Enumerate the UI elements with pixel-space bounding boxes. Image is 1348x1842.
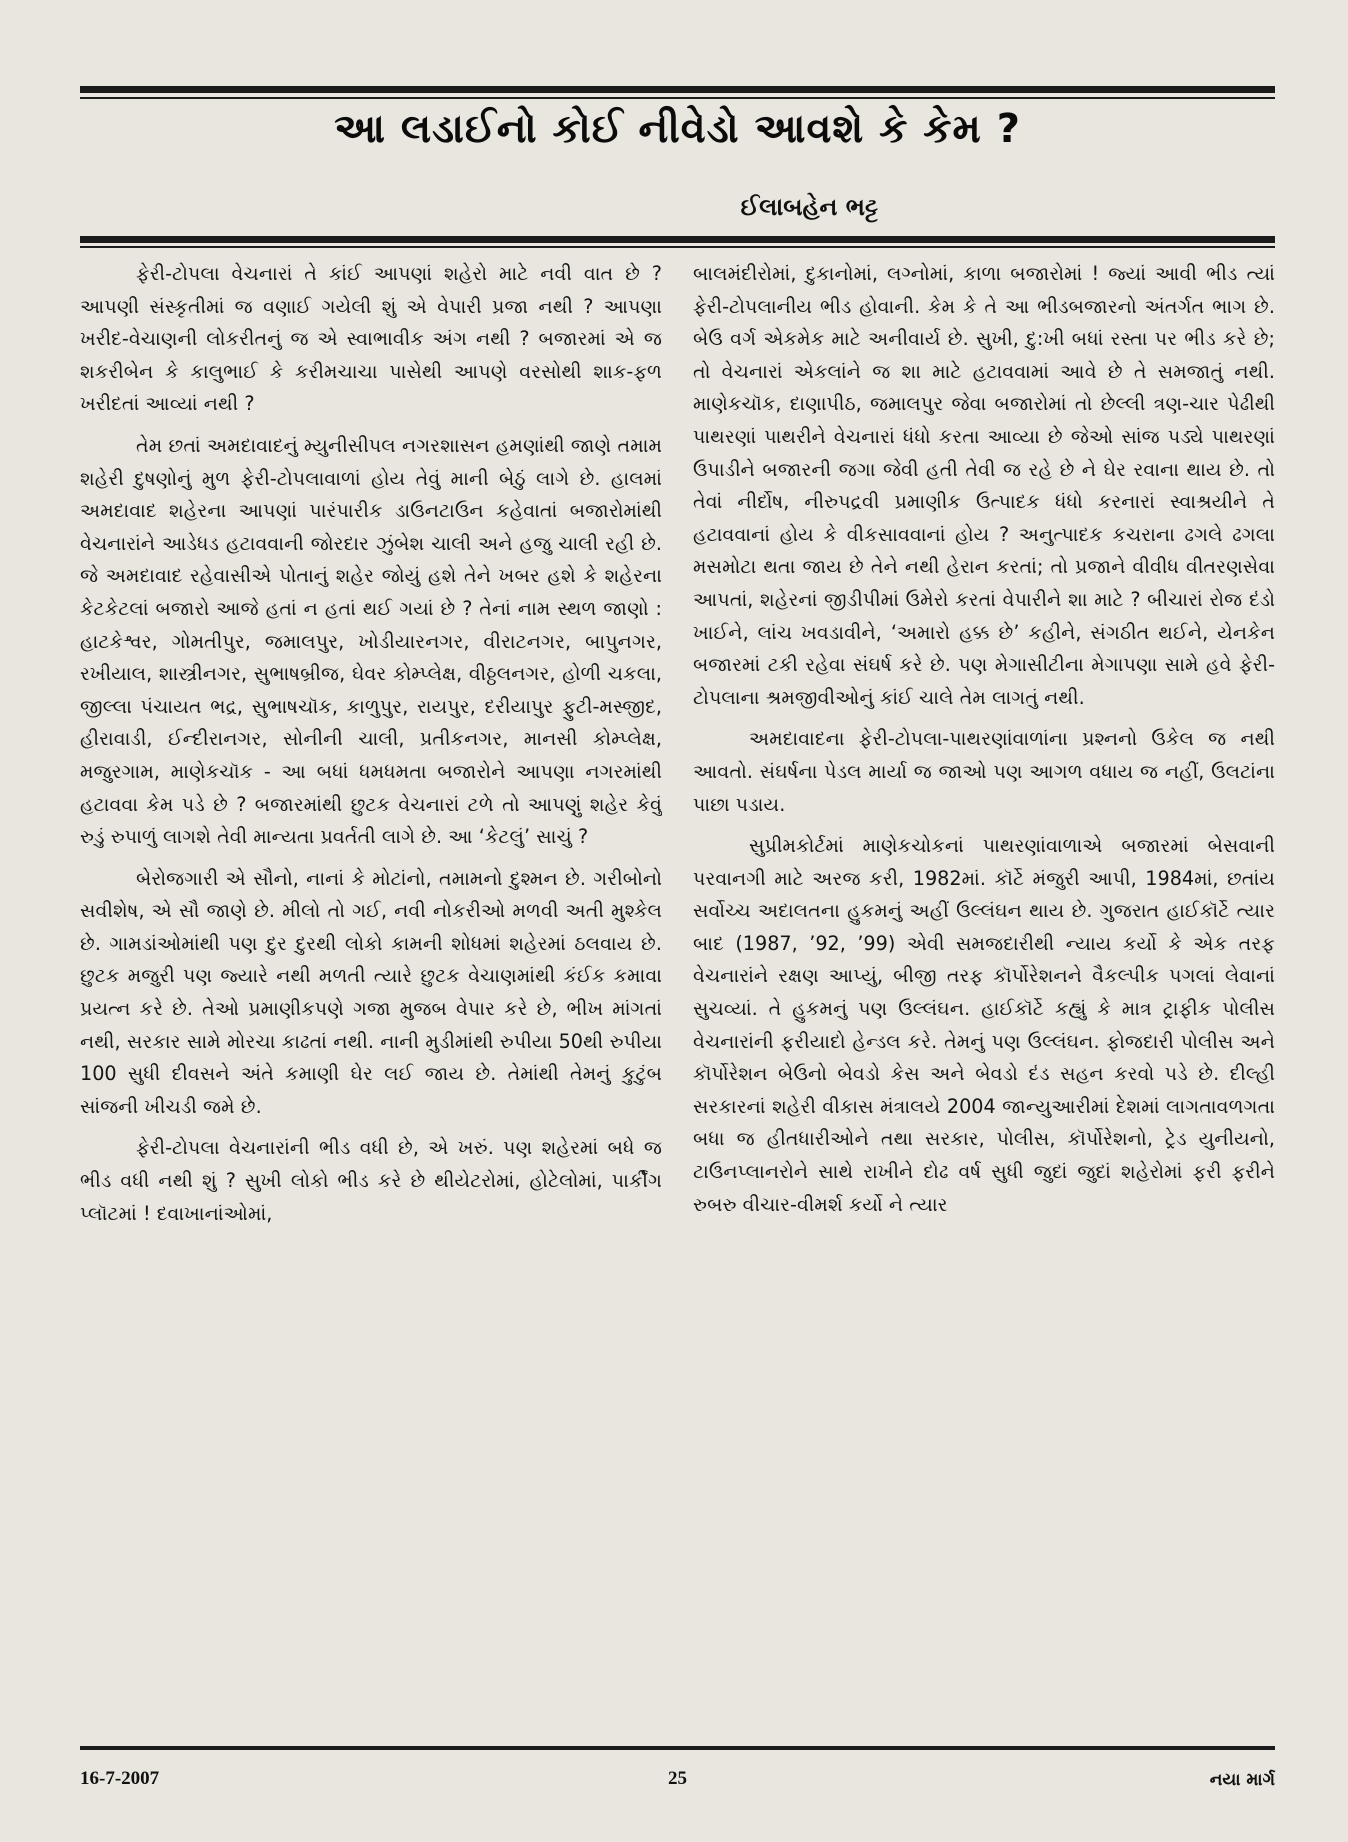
article-author: ઈલાબહેન ભટ્ટ bbox=[740, 193, 878, 221]
header-rule-thin bbox=[80, 246, 1275, 248]
paragraph: ફેરી-ટોપલા વેચનારાંની ભીડ વધી છે, એ ખરું. પણ શહેરમાં બધે જ ભીડ વધી નથી શું ? સુખી લોકો ભીડ કરે છે થીયેટરોમાં, હોટેલોમાં, પાર્કીંગ પ્લૉટમાં ! દવાખાનાંઓમાં, bbox=[80, 1136, 662, 1225]
issue-date: 16-7-2007 bbox=[80, 1768, 160, 1789]
paragraph: સુપ્રીમકોર્ટમાં માણેકચોકનાં પાથરણાંવાળાએ બજારમાં બેસવાની પરવાનગી માટે અરજ કરી, 1982માં. કૉર્ટે મંજુરી આપી, 1984માં, છતાંય સર્વોચ્ચ અદાલતના હુકમનું અહીં ઉલ્લંઘન થાય છે. ગુજરાત હાઈકૉર્ટે ત્યાર બાદ (1987, ’92, ’99) એવી સમજદારીથી ન્યાય કર્યો કે એક તરફ વેચનારાંને રક્ષણ આપ્યું, બીજી તરફ કૉર્પોરેશનને વૈકલ્પીક પગલાં લેવાનાં સુચવ્યાં. તે હુકમનું પણ ઉલ્લંઘન. હાઈકૉર્ટે કહ્યું કે માત્ર ટ્રાફીક પોલીસ વેચનારાંની ફરીયાદો હેન્ડલ કરે. તેમનું પણ ઉલ્લંઘન. ફોજદારી પોલીસ અને કૉર્પોરેશન બેઉનો બેવડો કેસ અને બેવડો દંડ સહન કરવો પડે છે. દીલ્હી સરકારનાં શહેરી વીકાસ મંત્રાલયે 2004 જાન્યુઆરીમાં દેશમાં લાગતાવળગતા બધા જ હીતધારીઓને તથા સરકાર, પોલીસ, કૉર્પોરેશનો, ટ્રેડ યુનીયનો, ટાઉનપ્લાનરોને સાથે રાખીને દોઢ વર્ષ સુધી જુદાં જુદાં શહેરોમાં ફરી ફરીને રુબરુ વીચાર-વીમર્શ કર્યો ને ત્યાર bbox=[693, 834, 1275, 1216]
page-footer bbox=[80, 1768, 1275, 1798]
left-column bbox=[80, 258, 662, 1710]
paragraph: તેમ છતાં અમદાવાદનું મ્યુનીસીપલ નગરશાસન હમણાંથી જાણે તમામ શહેરી દુષણોનું મુળ ફેરી-ટોપલાવાળાં હોય તેવું માની બેઠું લાગે છે. હાલમાં અમદાવાદ શહેરના આપણાં પારંપારીક ડાઉનટાઉન કહેવાતાં બજારોમાંથી વેચનારાંને આડેધડ હટાવવાની જોરદાર ઝુંબેશ ચાલી અને હજુ ચાલી રહી છે. જે અમદાવાદ રહેવાસીએ પોતાનું શહેર જોયું હશે તેને ખબર હશે કે શહેરના કેટકેટલાં બજારો આજે હતાં ન હતાં થઈ ગયાં છે ? તેનાં નામ સ્થળ જાણો : હાટકેશ્વર, ગોમતીપુર, જમાલપુર, ખોડીયારનગર, વીરાટનગર, બાપુનગર, રખીયાલ, શાસ્ત્રીનગર, સુભાષબ્રીજ, ઘેવર કોમ્પ્લેક્ષ, વીઠ્ઠલનગર, હોળી ચકલા, જીલ્લા પંચાયત ભદ્ર, સુભાષચૉક, કાળુપુર, રાયપુર, દરીયાપુર ફુટી-મસ્જીદ, હીરાવાડી, ઈન્દીરાનગર, સોનીની ચાલી, પ્રતીકનગર, માનસી કોમ્પ્લેક્ષ, મજુરગામ, માણેકચૉક - આ બધાં ધમધમતા બજારોને આપણા નગરમાંથી હટાવવા કેમ પડે છે ? બજારમાંથી છુટક વેચનારાં ટળે તો આપણું શહેર કેવું રુડું રુપાળું લાગશે તેવી માન્યતા પ્રવર્તતી લાગે છે. આ ‘કેટલું’ સાચું ? bbox=[80, 433, 662, 849]
footer-rule bbox=[80, 1746, 1275, 1750]
magazine-name: નયા માર્ગ bbox=[1209, 1770, 1275, 1790]
article-body bbox=[80, 258, 1275, 1710]
header-rule-thick bbox=[80, 236, 1275, 243]
page-number: 25 bbox=[668, 1768, 687, 1789]
right-column bbox=[693, 258, 1275, 1710]
paragraph: બેરોજગારી એ સૌનો, નાનાં કે મોટાંનો, તમામનો દુશ્મન છે. ગરીબોનો સવીશેષ, એ સૌ જાણે છે. મીલો તો ગઈ, નવી નોકરીઓ મળવી અતી મુશ્કેલ છે. ગામડાંઓમાંથી પણ દુર દુરથી લોકો કામની શોધમાં શહેરમાં ઠલવાય છે. છુટક મજુરી પણ જ્યારે નથી મળતી ત્યારે છુટક વેચાણમાંથી કંઈક કમાવા પ્રયત્ન કરે છે. તેઓ પ્રમાણીકપણે ગજા મુજબ વેપાર કરે છે, ભીખ માંગતાં નથી, સરકાર સામે મોરચા કાઢતાં નથી. નાની મુડીમાંથી રુપીયા 50થી રુપીયા 100 સુધી દીવસને અંતે કમાણી ઘેર લઈ જાય છે. તેમાંથી તેમનું કુટુંબ સાંજની ખીચડી જમે છે. bbox=[80, 866, 662, 1118]
paragraph: ફેરી-ટોપલા વેચનારાં તે કાંઈ આપણાં શહેરો માટે નવી વાત છે ? આપણી સંસ્કૃતીમાં જ વણાઈ ગયેલી શું એ વેપારી પ્રજા નથી ? આપણા ખરીદ-વેચાણની લોકરીતનું જ એ સ્વાભાવીક અંગ નથી ? બજારમાં એ જ શકરીબેન કે કાલુભાઈ કે કરીમચાચા પાસેથી આપણે વરસોથી શાક-ફળ ખરીદતાં આવ્યાં નથી ? bbox=[80, 262, 662, 416]
paragraph: અમદાવાદના ફેરી-ટોપલા-પાથરણાંવાળાંના પ્રશ્નનો ઉકેલ જ નથી આવતો. સંઘર્ષના પેડલ માર્યા જ જાઓ પણ આગળ વધાય જ નહીં, ઉલટાંના પાછા પડાય. bbox=[693, 727, 1275, 816]
paragraph: બાલમંદીરોમાં, દુકાનોમાં, લગ્નોમાં, કાળા બજારોમાં ! જ્યાં આવી ભીડ ત્યાં ફેરી-ટોપલાનીય ભીડ હોવાની. કેમ કે તે આ ભીડબજારનો અંતર્ગત ભાગ છે. બેઉ વર્ગ એકમેક માટે અનીવાર્ય છે. સુખી, દુ:ખી બધાં રસ્તા પર ભીડ કરે છે; તો વેચનારાં એકલાંને જ શા માટે હટાવવામાં આવે છે તે સમજાતું નથી. માણેકચૉક, દાણાપીઠ, જમાલપુર જેવા બજારોમાં તો છેલ્લી ત્રણ-ચાર પેઢીથી પાથરણાં પાથરીને વેચનારાં ધંધો કરતા આવ્યા છે જેઓ સાંજ પડ્યે પાથરણાં ઉપાડીને બજારની જગા જેવી હતી તેવી જ રહે છે ને ઘેર રવાના થાય છે. તો તેવાં નીર્દોષ, નીરુપદ્રવી પ્રમાણીક ઉત્પાદક ધંધો કરનારાં સ્વાશ્રયીને તે હટાવવાનાં હોય કે વીકસાવવાનાં હોય ? અનુત્પાદક કચરાના ઢગલે ઢગલા મસમોટા થતા જાય છે તેને નથી હેરાન કરતાં; તો પ્રજાને વીવીધ વીતરણસેવા આપતાં, શહેરનાં જીડીપીમાં ઉમેરો કરતાં વેપારીને શા માટે ? બીચારાં રોજ દંડો ખાઈને, લાંચ ખવડાવીને, ‘અમારો હક્ક છે’ કહીને, સંગઠીત થઈને, યેનકેન બજારમાં ટકી રહેવા સંઘર્ષ કરે છે. પણ મેગાસીટીના મેગાપણા સામે હવે ફેરી-ટોપલાના શ્રમજીવીઓનું કાંઈ ચાલે તેમ લાગતું નથી. bbox=[693, 262, 1275, 709]
article-title: આ લડાઈનો કોઈ નીવેડો આવશે કે કેમ ? bbox=[334, 106, 1021, 152]
top-rule-thin bbox=[80, 97, 1275, 99]
top-rule-thick bbox=[80, 86, 1275, 93]
